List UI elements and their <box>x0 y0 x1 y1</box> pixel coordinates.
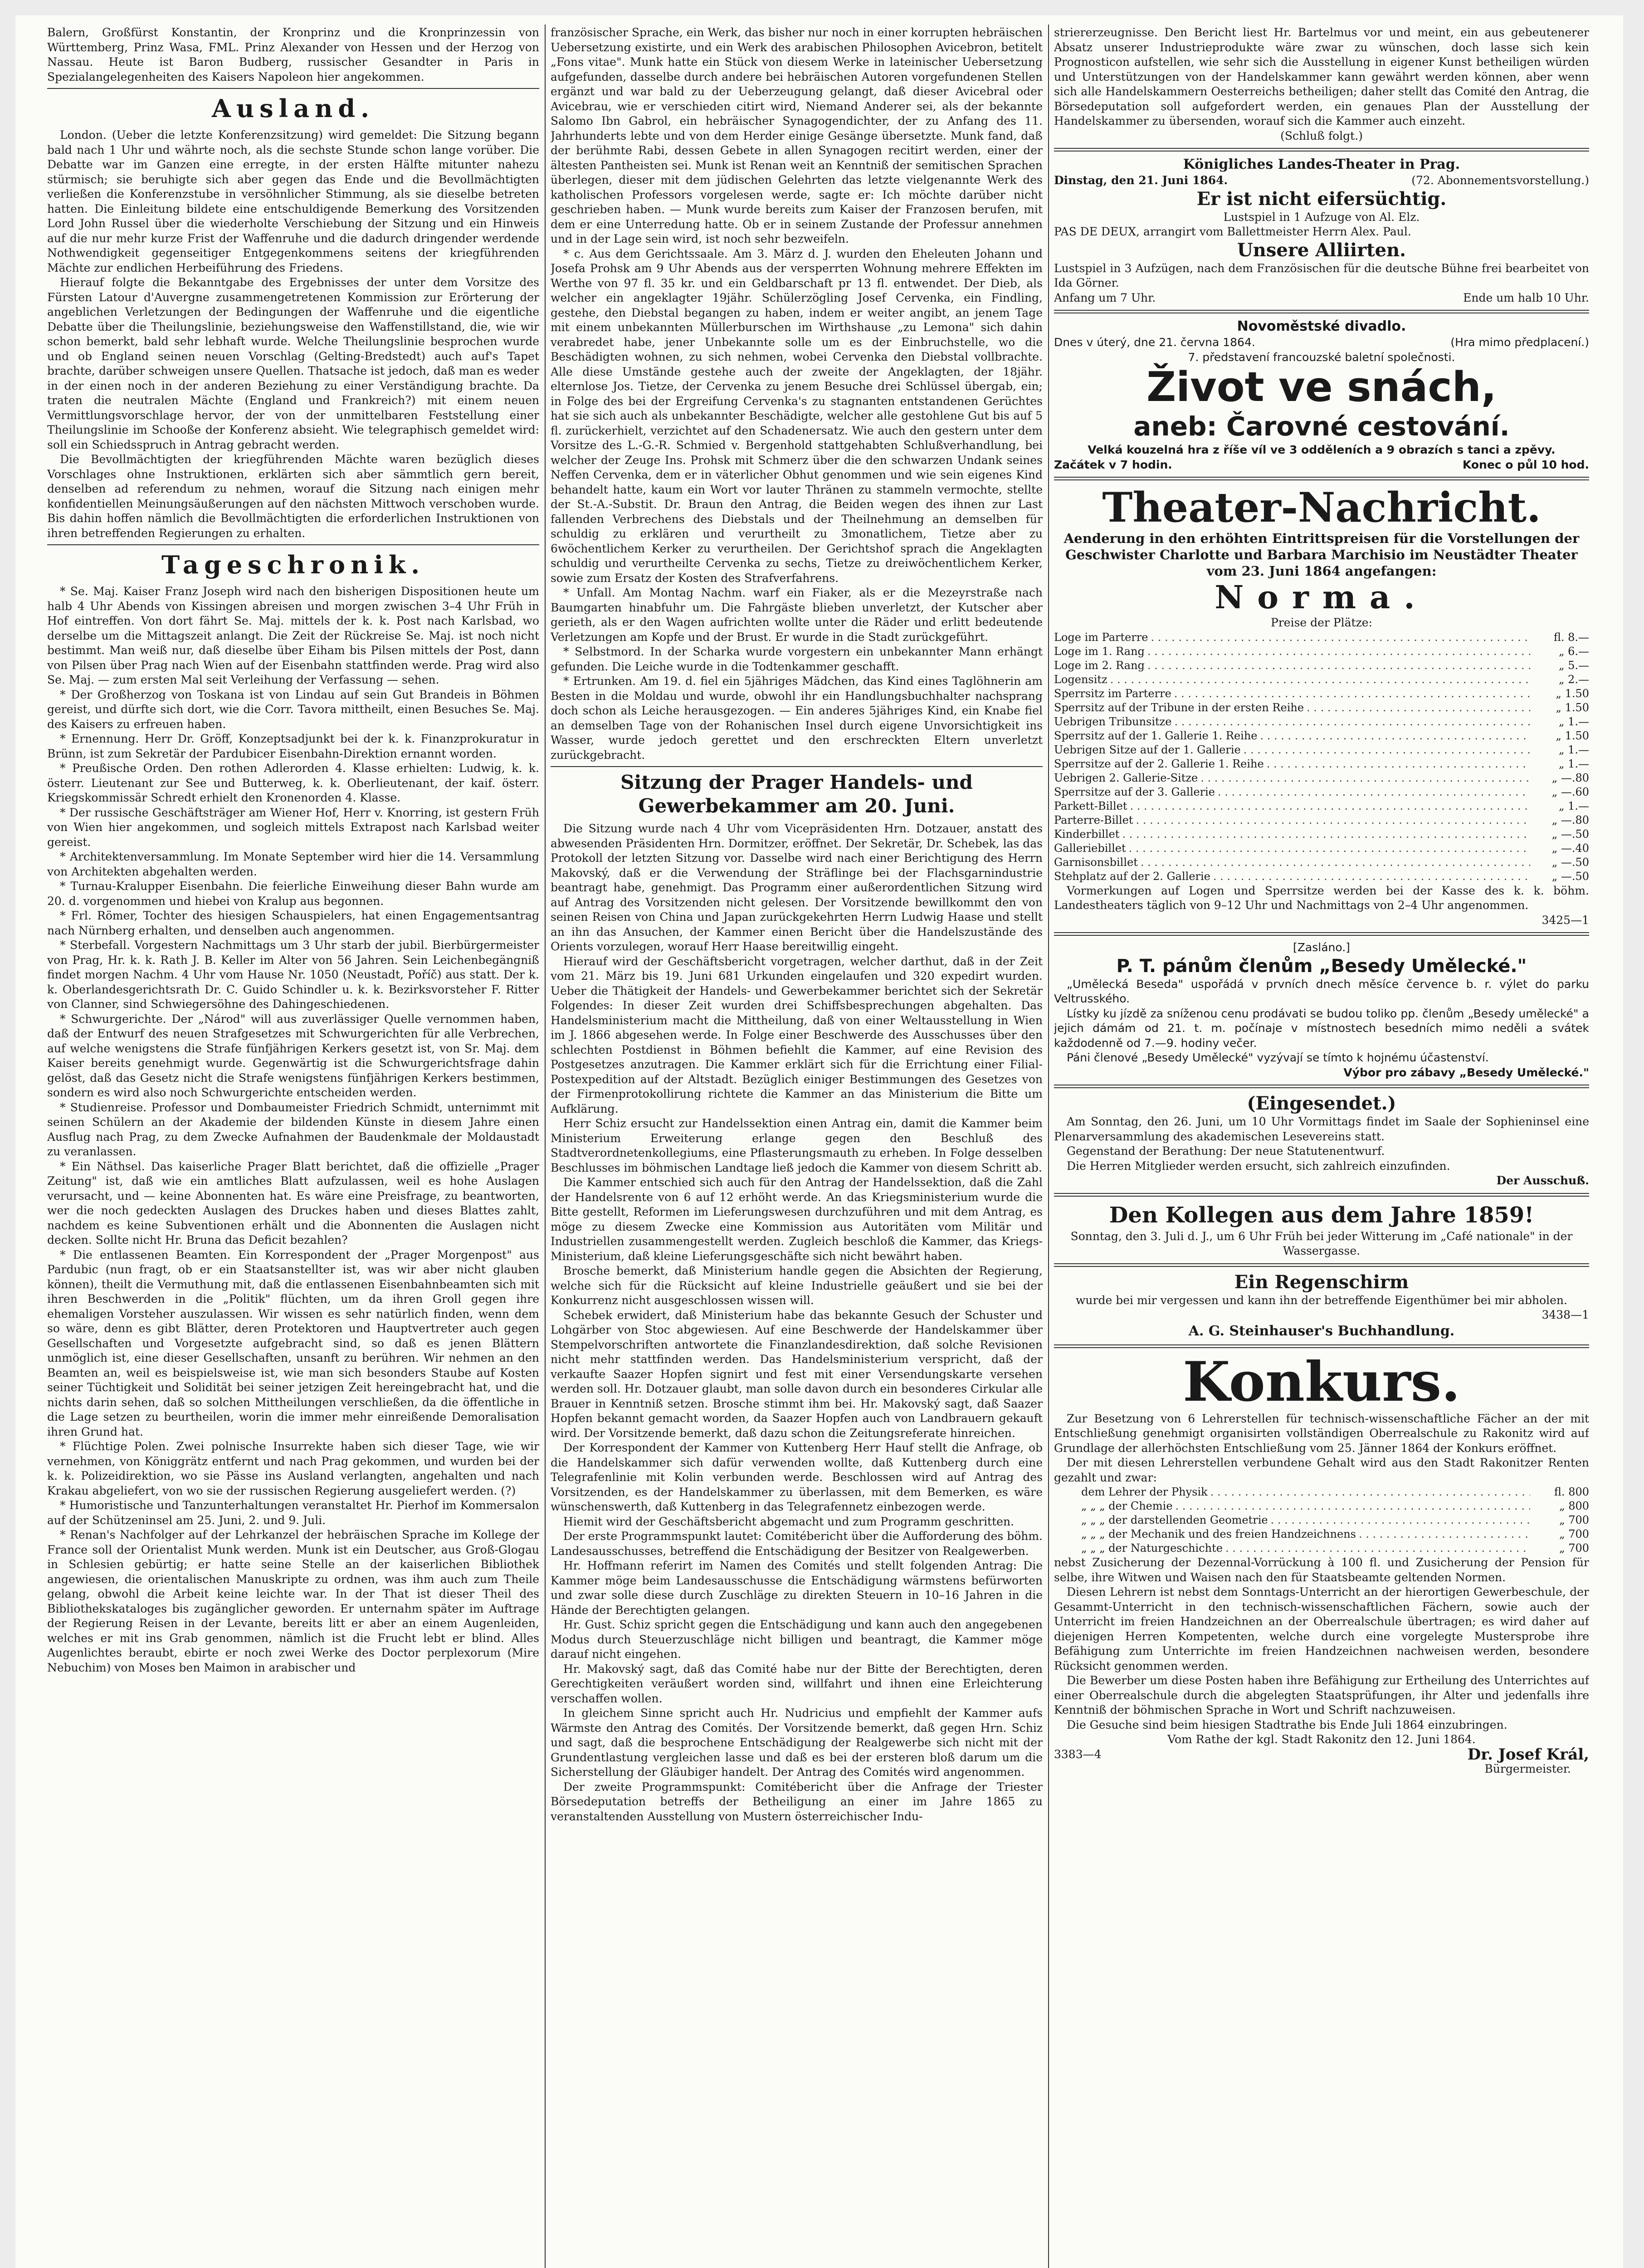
leader-dots <box>1268 1513 1530 1527</box>
zaslano-title: P. T. pánům členům „Besedy Umělecké." <box>1116 955 1527 977</box>
article-paragraph: Hr. Hoffmann referirt im Namen des Comités und stellt folgenden Antrag: Die Kammer möge beim Landesausschusse die Entschädigung wärmstens befürworten und zwar solle diese durch Zuschläge zu direkten Steuern in 10–16 Jahren in die Hände der Berechtigten gelangen. <box>551 1559 1043 1617</box>
section-rule <box>47 88 539 89</box>
leader-dots <box>1148 631 1531 645</box>
price-row <box>1054 687 1589 701</box>
article-paragraph: In gleichem Sinne spricht auch Hr. Nudricius und empfiehlt der Kammer aufs Wärmste den Antrag des Comités. Der Vorsitzende bemerkt, daß gegen Hrn. Schiz und sagt, daß die besprochene Entschädigung der Realgewerbe sich nicht mit der Grundentlastung vergleichen lasse und daß es bei der ersteren bloß darum um die Sicherstellung der Gläubiger handelt. Der Antrag des Comités wird angenommen. <box>551 1706 1043 1779</box>
leader-dots <box>1304 701 1530 715</box>
price-row-value: „ 1.— <box>1559 757 1589 770</box>
news-item: * Ein Näthsel. Das kaiserliche Prager Blatt berichtet, daß die offizielle „Prager Zeitung" ist, daß wie ein amtliches Blatt aufzulassen, weil es hohe Auslagen verursacht, und — keine Abonnenten hat. Es wäre eine Preisfrage, zu beantworten, wer die noch gedeckten Auslagen des Druckes haben und dieses Blattes zahlt, nachdem es keine Subventionen erhält und die Abonnenten die Auslagen nicht decken. Sollte nicht Hr. Bruna das Deficit bezahlen? <box>47 1159 539 1246</box>
leader-dots <box>1126 841 1530 855</box>
price-row <box>1054 701 1589 715</box>
end-time: Ende um halb 10 Uhr. <box>1463 291 1589 304</box>
price-row-label: Sperrsitz auf der Tribune in der ersten Reihe <box>1054 701 1304 714</box>
salary-row-value: „ 700 <box>1559 1542 1589 1554</box>
article-paragraph: Schebek erwidert, daß Ministerium habe das bekannte Gesuch der Schuster und Lohgärber von Stoc abgewiesen. Auf eine Beschwerde der Handelskammer über Stempelvorschriften antwortete die Finanzlandesdirektion, daß solche Revisionen nicht mehr stattfinden werden. Das Handelsministerium verspricht, daß der verkaufte Saazer Hopfen signirt und fest mit einer Versendungskarte versehen werden soll. Hr. Dotzauer glaubt, man solle davon durch ein besonderes Cirkular alle Brauer in Kenntniß setzen. Brosche stimmt ihm bei. Hr. Makovský sagt, daß Saazer Hopfen bekannt gemacht worden, da Saazer Hopfen auch von Landbrauern gekauft wird. Der Vorsitzende bemerkt, daß dazu schon die Zeitungsreferate hinreichen. <box>551 1308 1043 1440</box>
news-item: * Schwurgerichte. Der „Národ" will aus zuverlässiger Quelle vernommen haben, daß der Entwurf des neuen Strafgesetzes mit Schwurgerichten für alle Verbrechen, auf welche wenigstens die Strafe fünfjährigen Kerkers gesetzt ist, von Sr. Maj. dem Kaiser bereits genehmigt wurde. Gegenwärtig ist die Schwurgerichtsfrage dahin gelöst, daß das Gesetz nicht die Strafe wenigstens fünfjährigen Kerkers bestimmen, sondern es wird also noch Schwurgerichte entscheiden werden. <box>47 1012 539 1099</box>
price-row-value: „ —.50 <box>1551 827 1589 841</box>
salary-row <box>1081 1513 1589 1527</box>
news-item: * Turnau-Kralupper Eisenbahn. Die feierliche Einweihung dieser Bahn wurde am 20. d. vorgenommen und hiebei von Kralup aus begonnen. <box>47 880 539 908</box>
price-row <box>1054 841 1589 855</box>
news-item: * Flüchtige Polen. Zwei polnische Insurrekte haben sich dieser Tage, wie wir vernehmen, von Königgrätz entfernt und nach Prag gekommen, und wurden bei der k. k. Polizeidirektion, wo sie Pässe ins Ausland verlangten, angehalten und nach Krakau abgeliefert, von wo sie der russischen Regierung ausgeliefert werden. (?) <box>47 1440 539 1497</box>
article-paragraph: Brosche bemerkt, daß Ministerium handle gegen die Absichten der Regierung, welche sich für die Rücksicht auf kleine Industrielle geäußert und sie bei der Konkurrenz nicht ausgeschlossen wissen will. <box>551 1264 1043 1307</box>
leader-dots <box>1133 813 1530 827</box>
price-row-label: Garnisonsbillet <box>1054 855 1138 869</box>
news-item: * Humoristische und Tanzunterhaltungen veranstaltet Hr. Pierhof im Kommersalon auf der Schützeninsel am 25. Juni, 2. und 9. Juli. <box>47 1499 539 1527</box>
zaslano-paragraph: „Umělecká Beseda" uspořádá v prvních dnech měsíce července b. r. výlet do parku Veltrusského. <box>1054 977 1589 1005</box>
article-paragraph: Der erste Programmspunkt lautet: Comitébericht über die Aufforderung des böhm. Landesausschusses, betreffend die Entschädigung der Besitzer von Realgewerben. <box>551 1530 1043 1558</box>
price-row <box>1054 785 1589 799</box>
theater-title: Königliches Landes-Theater in Prag. <box>1183 156 1460 172</box>
theater-date: Dnes v úterý, dne 21. června 1864. <box>1054 336 1255 349</box>
price-row-label: Loge im 1. Rang <box>1054 645 1145 658</box>
eingesendet-invite: Die Herren Mitglieder werden ersucht, sich zahlreich einzufinden. <box>1067 1159 1450 1173</box>
section-rule <box>551 766 1043 767</box>
play-title: Unsere Alliirten. <box>1237 239 1406 261</box>
price-row-value: „ 2.— <box>1559 673 1589 686</box>
zaslano-paragraph: Lístky ku jízdě za sníženou cenu prodávati se budou toliko pp. členům „Besedy umělecké" a jejich dámám od 21. t. m. počínaje v místnostech besedních mimo neděli a svátek každodenně od 7.—9. hodiny večer. <box>1054 1007 1589 1050</box>
news-item: * Unfall. Am Montag Nachm. warf ein Fiaker, als er die Mezeyrstraße nach Baumgarten hinabfuhr um. Die Fahrgäste blieben unverletzt, der Kutscher aber gerieth, als er den Wagen aufrichten wollte unter die Räder und erlitt bedeutende Verletzungen am Kopfe und der Brust. Er wurde in die Stadt zurückgeführt. <box>551 586 1043 644</box>
price-row-value: „ 1.50 <box>1556 687 1589 700</box>
salary-row-label: „ „ „ der Mechanik und des freien Handzeichnens <box>1081 1528 1356 1540</box>
price-row-label: Uebrigen 2. Gallerie-Sitze <box>1054 771 1198 784</box>
eingesendet-label: (Eingesendet.) <box>1247 1093 1396 1114</box>
price-row <box>1054 631 1589 645</box>
article-paragraph: französischer Sprache, ein Werk, das bisher nur noch in einer korrupten hebräischen Uebersetzung existirte, und ein Werk des arabischen Philosophen Avicebron, betitelt „Fons vitae". Munk hatte ein Stück von diesem Werke in lateinischer Uebersetzung aufgefunden, dasselbe durch andere bei hebräischen Autoren vorgefundenen Stellen ergänzt und war bald zu der Ueberzeugung gelangt, daß dieser Avicebral oder Avicebrau, wie er verschieden citirt wird, Niemand Anderer sei, als der bekannte Salomo Ibn Gabrol, ein hebräischer Synagogendichter, der zu Anfang des 11. Jahrhunderts lebte und von dem Herder einige Gesänge übersetzte. Munk fand, daß der berühmte Rabi, dessen Gebete in allen Synagogen recitirt werden, einer der ältesten Pantheisten sei. Munk ist Renan weit an Kenntniß der semitischen Sprachen überlegen, dieser mit dem jüdischen Gelehrten das letzte vielgenannte Werk des katholischen Professors vorgelesen werde, sagte er: Ich möchte darüber nicht geschrieben haben. — Munk wurde bereits zum Kaiser der Franzosen berufen, mit dem er eine Unterredung hatte. Ob er in seinem Zustande der Professur annehmen und in der Lage sein wird, ist noch sehr bezweifeln. <box>551 26 1043 245</box>
theater-times <box>1054 291 1589 306</box>
sitzung-heading: Sitzung der Prager Handels- und Gewerbekammer am 20. Juni. <box>620 771 973 817</box>
price-row <box>1054 757 1589 771</box>
kollegen-title: Den Kollegen aus dem Jahre 1859! <box>1109 1202 1534 1228</box>
salary-row-label: dem Lehrer der Physik <box>1081 1486 1208 1498</box>
price-row-label: Stehplatz auf der 2. Gallerie <box>1054 870 1210 883</box>
intro-paragraph: Balern, Großfürst Konstantin, der Kronprinz und die Kronprinzessin von Württemberg, Prinz Wasa, FML. Prinz Alexander von Hessen und der Herzog von Nassau. Heute ist Baron Budberg, russischer Gesandter in Paris in Spezialangelegenheiten des Kaisers Napoleon hier angekommen. <box>47 26 539 83</box>
leader-dots <box>1145 645 1530 659</box>
prices-label: Preise der Plätze: <box>1271 616 1372 629</box>
price-row-value: „ 1.— <box>1559 799 1589 812</box>
regenschirm-title: Ein Regenschirm <box>1234 1271 1409 1293</box>
end-time: Konec o půl 10 hod. <box>1462 458 1589 471</box>
ad-code: 3425—1 <box>1542 913 1589 927</box>
section-rule <box>1054 477 1589 480</box>
salary-row <box>1081 1499 1589 1513</box>
column-3 <box>1054 25 1589 2268</box>
price-row <box>1054 729 1589 743</box>
price-row <box>1054 673 1589 687</box>
zaslano-notice <box>1054 940 1589 1080</box>
leader-dots <box>1198 771 1530 785</box>
article-paragraph: Die Bevollmächtigten der kriegführenden Mächte waren bezüglich dieses Vorschlages ohne Instruktionen, erklärten sich aber sämmtlich gern bereit, denselben ad referendum zu nehmen, worauf die Sitzung nach einigen mehr konfidentiellen Meinungsäußerungen auf den nächsten Mittwoch verschoben wurde. Bis dahin hoffen nämlich die Bevollmächtigten die erforderlichen Instruktionen von ihren betreffenden Regierungen zu erhalten. <box>47 453 539 540</box>
ausland-heading: Ausland. <box>212 94 375 123</box>
leader-dots <box>1210 870 1530 884</box>
nachricht-title: Theater-Nachricht. <box>1102 484 1541 532</box>
leader-dots <box>1119 827 1530 841</box>
leader-dots <box>1356 1527 1530 1541</box>
price-row <box>1054 645 1589 659</box>
article-paragraph: Hr. Makovský sagt, daß das Comité habe nur der Bitte der Berechtigten, deren Gerechtigkeiten veräußert worden sind, willfahrt und ihnen eine Erleichterung verschaffen wollen. <box>551 1662 1043 1705</box>
price-row-value: „ —.50 <box>1551 855 1589 869</box>
price-row <box>1054 771 1589 785</box>
eingesendet-text: Am Sonntag, den 26. Juni, um 10 Uhr Vormittags findet im Saale der Sophieninsel eine Plenarversammlung des akademischen Lesevereins statt. <box>1054 1115 1589 1143</box>
price-row-label: Sperrsitz im Parterre <box>1054 687 1171 700</box>
price-row-value: „ 1.50 <box>1556 729 1589 742</box>
section-rule <box>1054 1193 1589 1197</box>
leader-dots <box>1264 757 1530 771</box>
price-row-label: Kinderbillet <box>1054 827 1120 841</box>
price-row-label: Sperrsitz auf der 1. Gallerie 1. Reihe <box>1054 729 1258 742</box>
price-row <box>1054 799 1589 813</box>
price-row-label: Parkett-Billet <box>1054 799 1127 812</box>
regenschirm-notice <box>1054 1271 1589 1340</box>
play-description: Lustspiel in 1 Aufzuge von Al. Elz. <box>1223 210 1420 224</box>
price-row-label: Loge im 2. Rang <box>1054 659 1145 672</box>
kollegen-notice <box>1054 1201 1589 1259</box>
play-description: Velká kouzelná hra z říše víl ve 3 odděleních a 9 obrazích s tanci a zpěvy. <box>1088 443 1556 456</box>
newspaper-page <box>15 15 1623 2268</box>
news-item: * Architektenversammlung. Im Monate September wird hier die 14. Versammlung von Architekten abgehalten werden. <box>47 850 539 878</box>
theater-announcement-de <box>1054 156 1589 305</box>
eingesendet-signature: Der Ausschuß. <box>1496 1174 1589 1187</box>
leader-dots <box>1145 659 1530 673</box>
leader-dots <box>1173 1499 1530 1513</box>
opera-title: Norma. <box>1215 578 1429 616</box>
price-list <box>1054 631 1589 884</box>
article-paragraph: Der zweite Programmspunkt: Comitébericht über die Anfrage der Triester Börsedeputation betreffs der Betheiligung an einer im Jahre 1865 zu veranstaltenden Ausstellung von Mustern österreichischer Indu- <box>551 1780 1043 1823</box>
theater-nachricht <box>1054 485 1589 928</box>
price-row-value: „ 5.— <box>1559 659 1589 672</box>
konkurs-date: Vom Rathe der kgl. Stadt Rakonitz den 12. Juni 1864. <box>1167 1733 1476 1746</box>
konkurs-signature-title: Bürgermeister. <box>1484 1762 1571 1775</box>
leader-dots <box>1127 799 1530 813</box>
price-row <box>1054 715 1589 729</box>
continued-note: (Schluß folgt.) <box>1280 129 1363 142</box>
price-row-label: Galleriebillet <box>1054 841 1126 855</box>
section-rule <box>1054 1085 1589 1088</box>
price-row-label: Parterre-Billet <box>1054 813 1133 826</box>
section-rule <box>1054 1344 1589 1348</box>
price-row-value: „ 1.— <box>1559 715 1589 728</box>
price-row-value: „ —.40 <box>1551 841 1589 855</box>
theater-times <box>1054 458 1589 473</box>
salary-row <box>1081 1541 1589 1555</box>
news-item: * Sterbefall. Vorgestern Nachmittags um 3 Uhr starb der jubil. Bierbürgermeister von Prag, Hr. k. k. Rath J. B. Keller im Alter von 56 Jahren. Sein Leichenbegängniß findet morgen Nachm. 4 Uhr vom Hause Nr. 1050 (Neustadt, Poříč) aus statt. Der k. k. Oberlandesgerichtsrath Dr. C. Guido Schindler u. k. k. Bezirksvorsteher F. Ritter von Clanner, sind Schwiegersöhne des Dahingeschiedenen. <box>47 938 539 1011</box>
regenschirm-text: wurde bei mir vergessen und kann ihn der betreffende Eigenthümer bei mir abholen. <box>1076 1293 1567 1307</box>
konkurs-signature-name: Dr. Josef Král, <box>1467 1745 1589 1764</box>
column-rule <box>545 24 546 2268</box>
article-paragraph: Hr. Gust. Schiz spricht gegen die Entschädigung und kann auch den angegebenen Modus durch Steuerzuschläge nicht billigen und beantragt, die Kammer möge darauf nicht eingehen. <box>551 1618 1043 1661</box>
price-row-value: „ 1.50 <box>1556 701 1589 714</box>
leader-dots <box>1107 673 1530 687</box>
leader-dots <box>1223 1541 1530 1555</box>
salary-list <box>1081 1485 1589 1555</box>
salary-row-value: fl. 800 <box>1554 1486 1589 1498</box>
price-row-label: Sperrsitze auf der 3. Gallerie <box>1054 785 1215 798</box>
news-item: * c. Aus dem Gerichtssaale. Am 3. März d. J. wurden den Eheleuten Johann und Josefa Prohsk am 9 Uhr Abends aus der versperrten Wohnung mehrere Effekten im Werthe von 97 fl. 35 kr. und ein Geldbarschaft pr 13 fl. entwendet. Der Dieb, als welcher ein angeklagter 19jähr. Schülerzögling Josef Cervenka, ein Findling, gestehe, den Diebstal begangen zu haben, indem er weiter angibt, an jenem Tage mit einem unbekannten Müllerburschen im Wirthshause „zu Lemona" sich dahin verabredet habe, jener Unbekannte solle um es der Einbruchstelle, wo die Beschädigten wohnen, zu sich nehmen, wobei Cervenka den Diebstal vollbrachte. Alle diese Umstände gestehe auch der zweite der Angeklagten, der 18jähr. elternlose Jos. Tietze, der Cervenka zu jenem Besuche drei Schlüssel übergab, ein; in Folge des bei der Ergreifung Cervenka's zu stagnanten entstandenen Gerüchtes hat sie sich auch als unbekannter Beschädigte, welcher alle gestohlene Gut bis auf 5 fl. zurückerhielt, verzichtet auf den Schadenersatz. Wie auch den gestern unter dem Vorsitze des L.-G.-R. Schmied v. Bergenhold stattgehabten Schlußverhandlung, bei welcher der Zeuge Ins. Prohsk mit Schmerz über die den schwarzen Undank seines Neffen Cervenka, dem er in väterlicher Obhut genommen und wie sein eigenes Kind behandelt hatte, kaum ein Wort vor lauter Thränen zu stammeln vermochte, stellte der St.-A.-Substit. Dr. Braun den Antrag, die Beiden wegen des ihnen zur Last fallenden Verbrechens des Diebstals und der Theilnehmung an demselben für schuldig zu erklären und verurtheilt zu 3monatlichem, Tietze aber zu 6wöchentlichem Kerker zu verurtheilen. Der Gerichtshof sprach die Angeklagten schuldig und verurtheilte Cervenka zu sechs, Tietze zu dreiwöchentlichem Kerker, sowie zum Ersatz der Kosten des Strafverfahrens. <box>551 247 1043 585</box>
theater-note: (Hra mimo předplacení.) <box>1450 336 1589 349</box>
price-row <box>1054 659 1589 673</box>
price-row-value: „ 1.— <box>1559 743 1589 756</box>
salary-row <box>1081 1527 1589 1541</box>
leader-dots <box>1241 743 1530 757</box>
konkurs-paragraph: Diesen Lehrern ist nebst dem Sonntags-Unterricht an der hierortigen Gewerbeschule, der Gesammt-Unterricht in den technisch-wissenschaftlichen Fächern, sowie auch der Unterricht im freien Handzeichnen an der Oberrealschule übertragen; es wird daher auf diejenigen Herren Kompetenten, welche durch eine vorgelegte Mustersprobe ihre Befähigung zum Unterrichte im freien Handzeichnen nachweisen werden, besondere Rücksicht genommen werden. <box>1054 1585 1589 1672</box>
leader-dots <box>1172 715 1530 729</box>
column-rule <box>1048 24 1049 2268</box>
price-row-label: Uebrigen Tribunsitze <box>1054 715 1172 728</box>
regenschirm-signature: A. G. Steinhauser's Buchhandlung. <box>1188 1323 1455 1339</box>
salary-row-value: „ 700 <box>1559 1528 1589 1540</box>
article-paragraph: Herr Schiz ersucht zur Handelssektion einen Antrag ein, damit die Kammer beim Ministerium Erweiterung erlange gegen den Beschluß des Stadtverordnetenkollegiums, eine Pflasterungsmauth zu erheben. In Folge desselben Beschlusses im böhmischen Landtage ließ jedoch die Kammer von diesem Schritt ab. <box>551 1117 1043 1174</box>
konkurs-paragraph: Die Gesuche sind beim hiesigen Stadtrathe bis Ende Juli 1864 einzubringen. <box>1067 1718 1507 1731</box>
leader-dots <box>1258 729 1531 743</box>
price-row-value: „ 6.— <box>1559 645 1589 658</box>
news-item: * Der Großherzog von Toskana ist von Lindau auf sein Gut Brandeis in Böhmen gereist, und dürfte sich dort, wie die Corr. Tavora mittheilt, einen Besuches Se. Maj. des Kaisers zu erfreuen haben. <box>47 688 539 731</box>
article-paragraph: Der Korrespondent der Kammer von Kuttenberg Herr Hauf stellt die Anfrage, ob die Handelskammer sich dafür verwenden wollte, daß Kuttenberg durch eine Telegrafenlinie mit Kolin verbunden werde. Beschlossen wird auf Antrag des Vorsitzenden, es der Handelskammer zu überlassen, mit dem Bemerken, es wäre wünschenswerth, daß Kuttenberg in das Telegrafennetz einbezogen werde. <box>551 1441 1043 1513</box>
konkurs-paragraph: Zur Besetzung von 6 Lehrerstellen für technisch-wissenschaftliche Fächer an der mit Entschließung genehmigt organisirten vollständigen Oberrealschule zu Rakonitz wird auf Grundlage der allerhöchsten Entschließung vom 25. Jänner 1864 der Konkurs eröffnet. <box>1054 1412 1589 1455</box>
news-item: * Renan's Nachfolger auf der Lehrkanzel der hebräischen Sprache im Kollege der France soll der Orientalist Munk werden. Munk ist ein Deutscher, aus Groß-Glogau in Schlesien gebürtig; er hatte seine Stelle an der kaiserlichen Bibliothek angewiesen, die orientalischen Manuskripte zu ordnen, was ihm auch zum Theile gelang, obwohl die Arbeit keine leichte war. In der That ist dieser Theil des Bibliothekskataloges bis zugänglicher geworden. Er unternahm später im Auftrage der Regierung Reisen in der Levante, bereits litt er aber an einem Augenleiden, welches er mit ins Grab genommen, nämlich ist die Frucht lebt er blind. Alles Augenlichtes beraubt, ebirte er noch zwei Werke des Doctor perplexorum (Mire Nebuchim) von Moses ben Maimon in arabischer und <box>47 1528 539 1674</box>
article-paragraph: Hierauf wird der Geschäftsbericht vorgetragen, welcher darthut, daß in der Zeit vom 21. März bis 19. Juni 681 Urkunden eingelaufen und 320 expedirt wurden. Ueber die Thätigkeit der Handels- und Gewerbekammer berichtet sich der Sekretär Folgendes: In dieser Zeit wurden drei Schiffsbesprechungen abgehalten. Das Handelsministerium macht die Mittheilung, daß von einer Weltausstellung in Wien im J. 1866 abgesehen werde. In Folge einer Beschwerde des Ausschusses über den schlechten Postdienst in Böhmen befiehlt die Kammer, auf eine Revision des Postgesetzes anzutragen. Die Kammer erklärt sich für die Errichtung einer Filial-Postexpedition auf der Altstadt. Bezüglich einiger Bestimmungen des Gesetzes von der Firmenprotokollirung richtete die Kammer an das Ministerium die Bitte um Aufklärung. <box>551 954 1043 1115</box>
eingesendet-agenda: Gegenstand der Berathung: Der neue Statutenentwurf. <box>1067 1144 1385 1158</box>
price-row-value: fl. 8.— <box>1553 631 1589 644</box>
price-row-label: Loge im Parterre <box>1054 631 1148 644</box>
section-rule <box>1054 310 1589 313</box>
konkurs-title: Konkurs. <box>1183 1349 1460 1414</box>
pas-de-deux: PAS DE DEUX, arrangirt vom Ballettmeister Herrn Alex. Paul. <box>1054 225 1411 238</box>
price-row <box>1054 743 1589 757</box>
theater-abo: (72. Abonnementsvorstellung.) <box>1411 174 1589 187</box>
price-row-label: Uebrigen Sitze auf der 1. Gallerie <box>1054 743 1241 756</box>
salary-row-value: „ 800 <box>1559 1500 1589 1512</box>
salary-row-label: „ „ „ der darstellenden Geometrie <box>1081 1514 1268 1526</box>
theater-date-row <box>1054 335 1589 350</box>
ad-code: 3438—1 <box>1542 1308 1589 1321</box>
zaslano-label: [Zasláno.] <box>1293 941 1350 954</box>
section-rule <box>1054 1263 1589 1267</box>
price-row <box>1054 827 1589 841</box>
news-item: * Der russische Geschäftsträger am Wiener Hof, Herr v. Knorring, ist gestern Früh von Wien hier angekommen, und sogleich mittels Extrapost nach Karlsbad weiter gereist. <box>47 806 539 849</box>
salary-row <box>1081 1485 1589 1499</box>
theater-date: Dinstag, den 21. Juni 1864. <box>1054 174 1228 187</box>
salary-row-value: „ 700 <box>1559 1514 1589 1526</box>
column-2 <box>551 25 1043 2268</box>
section-rule <box>47 544 539 545</box>
leader-dots <box>1138 855 1530 870</box>
news-item: * Selbstmord. In der Scharka wurde vorgestern ein unbekannter Mann erhängt gefunden. Die Leiche wurde in die Todtenkammer geschafft. <box>551 645 1043 673</box>
konkurs-footer <box>1054 1747 1589 1762</box>
konkurs-paragraph: nebst Zusicherung der Dezennal-Vorrückung à 100 fl. und Zusicherung der Pension für selbe, ihre Witwen und Waisen nach den für Staatsbeamte geltenden Normen. <box>1054 1556 1589 1584</box>
play-title: Er ist nicht eifersüchtig. <box>1196 188 1447 210</box>
news-item: * Frl. Römer, Tochter des hiesigen Schauspielers, hat einen Engagementsantrag nach Nürnberg erhalten, und denselben auch angenommen. <box>47 909 539 937</box>
price-row-value: „ —.80 <box>1551 813 1589 826</box>
tageschronik-heading: Tageschronik. <box>161 550 425 579</box>
start-time: Anfang um 7 Uhr. <box>1054 291 1156 304</box>
article-paragraph: Die Kammer entschied sich auch für den Antrag der Handelssektion, daß die Zahl der Handelsrente von 6 auf 12 erhöht werde. An das Kriegsministerium wurde die Bitte gestellt, Reformen im Lieferungswesen durchzuführen und mit dem Antrag, es möge zu diesem Zwecke eine Kommission aus Autoritäten vom Militär und Industriellen zusammengestellt werden. Zugleich beschloß die Kammer, das Kriegs-Ministerium, daß kleine Lieferungsgeschäfte sich nicht bewährt haben. <box>551 1176 1043 1263</box>
zaslano-signature: Výbor pro zábavy „Besedy Umělecké." <box>1343 1066 1589 1079</box>
news-item: * Studienreise. Professor und Dombaumeister Friedrich Schmidt, unternimmt mit seinen Schülern an der Akademie der bildenden Künste in diesem Jahre einen Ausflug nach Prag, zu dem Zwecke Aufnahmen der Baudenkmale der Moldaustadt zu veranlassen. <box>47 1100 539 1158</box>
play-title: Život ve snách, <box>1146 363 1497 411</box>
theater-title: Novoměstské divadlo. <box>1237 318 1406 334</box>
news-item: * Preußische Orden. Den rothen Adlerorden 4. Klasse erhielten: Ludwig, k. k. österr. Lieutenant zur See und Butterweg, k. k. Oberlieutenant, der kaif. österr. Kriegskommissär Schredt erhielt den Kronenorden 4. Klasse. <box>47 762 539 804</box>
zaslano-paragraph: Páni členové „Besedy Umělecké" vyzývají se tímto k hojnému účastenství. <box>1067 1051 1489 1064</box>
price-row-value: „ —.60 <box>1551 785 1589 798</box>
theater-date-row <box>1054 173 1589 188</box>
news-item: * Die entlassenen Beamten. Ein Korrespondent der „Prager Morgenpost" aus Pardubic (nun fragt, ob er ein Staatsanstellter ist, was wir aber nicht glauben können), theilt die Vermuthung mit, daß die entlassenen Eisenbahnbeamten sich mit ihren Beschwerden in die „Politik" flüchten, um da ihren Groll gegen ihre ehemaligen Vorsteher auszulassen. Wir wissen es sehr natürlich finden, wenn dem so wäre, denn es gibt Blätter, deren Protektoren und Hauptvertreter auch gegen Gesellschaften und Vorgesetzte aufgebracht sind, so daß es jenen Blättern unmöglich ist, eine dieser Gesellschaften, unsanft zu berühren. Wir nehmen an den Beamten an, weil es beispielsweise ist, wie man sich besonders Staube auf Kosten seiner Tüchtigkeit und Solidität bei seiner jetzigen Zeit hereingebracht hat, und die nichts darin sehen, daß so solchen Mittheilungen verschließen, da die öffentliche in die Lage setzen zu beurtheilen, worin die immer mehr einreißende Demoralisation ihren Grund hat. <box>47 1248 539 1438</box>
play-subtitle: aneb: Čarovné cestování. <box>1133 411 1510 442</box>
konkurs-notice <box>1054 1349 1589 1777</box>
price-row-value: „ —.80 <box>1551 771 1589 784</box>
theater-announcement-cz <box>1054 318 1589 472</box>
article-paragraph: Die Sitzung wurde nach 4 Uhr vom Vicepräsidenten Hrn. Dotzauer, anstatt des abwesenden Präsidenten Hrn. Dormitzer, eröffnet. Der Sekretär, Dr. Schebek, las das Protokoll der letzten Sitzung vor. Dasselbe wird nach einer Berichtigung des Herrn Makovský, daß er die Verwendung der Sträflinge bei der Flachsgarnindustrie beantragt habe, genehmigt. Das Programm einer außerordentlichen Sitzung wird auf Antrag des Vorsitzenden nicht gelesen. Der Vorsitzende bewillkommt den von seinen Reisen von China und Japan zurückgekehrten Herrn Ludwig Haase und stellt an ihn das Ansuchen, der Kammer einen Bericht über die Handelszustände des Orients vorzulegen, worauf Herr Haase bereitwillig eingeht. <box>551 822 1043 953</box>
start-time: Začátek v 7 hodin. <box>1054 458 1172 471</box>
section-rule <box>1054 932 1589 936</box>
leader-dots <box>1215 785 1530 799</box>
eingesendet-notice <box>1054 1093 1589 1188</box>
news-item: * Se. Maj. Kaiser Franz Joseph wird nach den bisherigen Dispositionen heute um halb 4 Uhr Abends von Kissingen abreisen und morgen zwischen 3–4 Uhr Früh in Hof eintreffen. Von dort fährt Se. Maj. mittels der k. k. Post nach Karlsbad, wo derselbe um die Mittagszeit anlangt. Die Zeit der Rückreise Se. Maj. ist noch nicht bestimmt. Man weiß nur, daß dieselbe über Eiham bis Pilsen mittels der Post, dann von Pilsen über Prag nach Wien auf der Eisenbahn stattfinden werde. Prag wird also Se. Maj. — zum ersten Mal seit Verleihung der Verfassung — sehen. <box>47 585 539 686</box>
booking-note: Vormerkungen auf Logen und Sperrsitze werden bei der Kasse des k. k. böhm. Landestheaters täglich von 9–12 Uhr und Nachmittags von 2–4 Uhr angenommen. <box>1054 884 1589 912</box>
price-row <box>1054 855 1589 870</box>
article-paragraph: London. (Ueber die letzte Konferenzsitzung) wird gemeldet: Die Sitzung begann bald nach 1 Uhr und währte noch, als die sechste Stunde schon lange vorüber. Die Debatte war im Ganzen eine erregte, in der ersten Hälfte mitunter nahezu stürmisch; sie beruhigte sich aber gegen das Ende und die Bevollmächtigten verließen die Konferenzstube in versöhnlicher Stimmung, als sie dieselbe betreten hatten. Die Einleitung bildete eine entschuldigende Bemerkung des Vorsitzenden Lord John Russel über die wiederholte Verschiebung der Sitzung und ein Hinweis auf die nur mehr kurze Frist der Waffenruhe und die dadurch dringender werdende Nothwendigkeit gegenseitiger Entgegenkommens seitens der kriegführenden Mächte zur endlichen Herbeiführung des Friedens. <box>47 128 539 274</box>
column-1 <box>47 25 539 2268</box>
performance-line: 7. představení francouzské baletní společnosti. <box>1188 350 1455 364</box>
leader-dots <box>1171 687 1530 701</box>
section-rule <box>1054 148 1589 152</box>
article-paragraph: Hierauf folgte die Bekanntgabe des Ergebnisses der unter dem Vorsitze des Fürsten Latour d'Auvergne zusammengetretenen Kommission zur Erörterung der angeblichen Verletzungen der Bedingungen der Waffenruhe und die eigentliche Debatte über die Theilungslinie, beziehungsweise den Waffenstillstand, die, wie wir schon bemerkt, bald sehr lebhaft wurde. Welche Theilungslinie besprochen wurde und ob England seinen neuen Vorschlag (Gelting-Bredstedt) auch auf's Tapet brachte, darüber schweigen unsere Quellen. Thatsache ist jedoch, daß man es weder in der einen noch in der anderen Beziehung zu einer Verständigung brachte. Da traten die neutralen Mächte (England und Frankreich?) mit einem neuen Vermittlungsvorschlage hervor, der von der unmittelbaren Feststellung einer Theilungslinie im Schooße der Konferenz absieht. Wie telegraphisch gemeldet wird: soll ein Schiedsspruch in Antrag gebracht werden. <box>47 276 539 451</box>
konkurs-paragraph: Die Bewerber um diese Posten haben ihre Befähigung zur Ertheilung des Unterrichtes auf einer Oberrealschule durch die abgelegten Staatsprüfungen, ihr Alter und jedenfalls ihre Kenntniß der böhmischen Sprache in Wort und Schrift nachzuweisen. <box>1054 1674 1589 1716</box>
kollegen-text: Sonntag, den 3. Juli d. J., um 6 Uhr Früh bei jeder Witterung im „Café nationale" in der Wassergasse. <box>1070 1229 1573 1257</box>
price-row-value: „ —.50 <box>1551 870 1589 883</box>
salary-row-label: „ „ „ der Naturgeschichte <box>1081 1542 1223 1554</box>
play-description: Lustspiel in 3 Aufzügen, nach dem Französischen für die deutsche Bühne frei bearbeitet von Ida Görner. <box>1054 261 1589 289</box>
nachricht-description: Aenderung in den erhöhten Eintrittspreisen für die Vorstellungen der Geschwister Charlotte und Barbara Marchisio im Neustädter Theater vom 23. Juni 1864 angefangen: <box>1063 531 1580 579</box>
price-row <box>1054 870 1589 884</box>
ad-code: 3383—4 <box>1054 1747 1102 1761</box>
article-paragraph: striererzeugnisse. Den Bericht liest Hr. Bartelmus vor und meint, ein aus gebeutenerer Absatz unserer Industrieprodukte wäre zwar zu wünschen, doch lasse sich kein Prognosticon aufstellen, wie sehr sich die Ausstellung in eigener Kunst betheiligen würden und Unterstützungen von der Handelskammer kann gewährt werden können, aber wenn sich alle Handelskammern Oesterreichs betheiligen; daher stellt das Comité den Antrag, die Börsedeputation soll aufgefordert werden, ein genaues Plan der Ausstellung der Handelskammer zu übersenden, worauf sich die Kammer auch einzeht. <box>1054 26 1589 127</box>
konkurs-paragraph: Der mit diesen Lehrerstellen verbundene Gehalt wird aus den Stadt Rakonitzer Renten gezahlt und zwar: <box>1054 1456 1589 1484</box>
leader-dots <box>1208 1485 1530 1499</box>
salary-row-label: „ „ „ der Chemie <box>1081 1500 1173 1512</box>
price-row-label: Sperrsitze auf der 2. Gallerie 1. Reihe <box>1054 757 1264 770</box>
price-row-label: Logensitz <box>1054 673 1107 686</box>
article-paragraph: Hiemit wird der Geschäftsbericht abgemacht und zum Programm geschritten. <box>563 1515 1014 1528</box>
news-item: * Ertrunken. Am 19. d. fiel ein 5jähriges Mädchen, das Kind eines Taglöhnerin am Besten in die Moldau und wurde, obwohl ihr ein Handlungsbuchhalter nachsprang doch schon als Leiche herausgezogen. — Ein anderes 5jähriges Kind, ein Knabe fiel an demselben Tage von der Rohanischen Insel durch eigene Unvorsichtigkeit ins Wasser, wurde jedoch gerettet und den erschreckten Eltern unverletzt zurückgebracht. <box>551 675 1043 762</box>
price-row <box>1054 813 1589 827</box>
news-item: * Ernennung. Herr Dr. Gröff, Konzeptsadjunkt bei der k. k. Finanzprokuratur in Brünn, ist zum Sekretär der Pardubicer Eisenbahn-Direktion ernannt worden. <box>47 732 539 760</box>
